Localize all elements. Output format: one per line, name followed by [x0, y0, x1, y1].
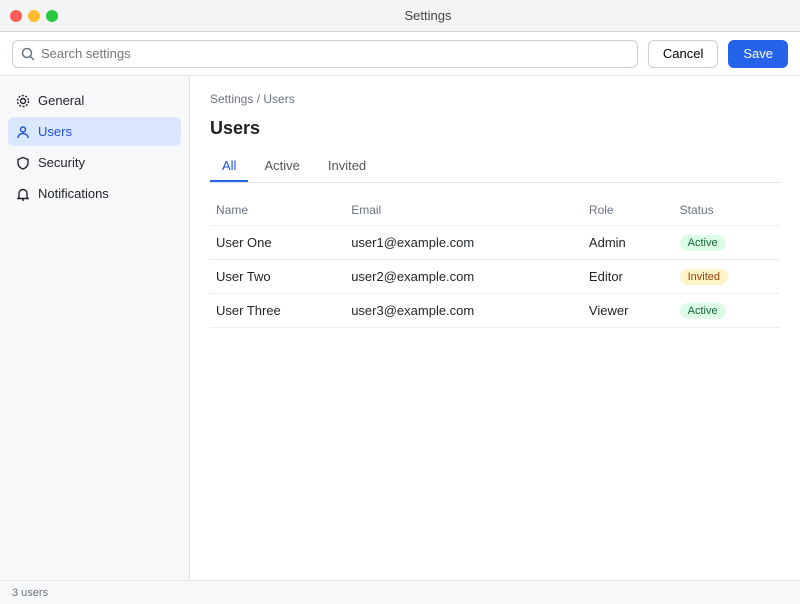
status-badge: Active [680, 303, 726, 319]
status-text: 3 users [12, 586, 49, 599]
tab-all[interactable]: All [210, 151, 248, 182]
cell-status [674, 260, 780, 294]
cell-name: User Two [210, 260, 345, 294]
sidebar-item-label: Notifications [38, 186, 109, 201]
sidebar-item-security[interactable] [8, 148, 181, 177]
cell-status [674, 294, 780, 328]
sidebar-item-label: Security [38, 155, 85, 170]
maximize-window-button[interactable] [46, 10, 58, 22]
close-window-button[interactable] [10, 10, 22, 22]
cell-email: user3@example.com [345, 294, 583, 328]
window-controls [10, 10, 58, 22]
shield-icon [16, 156, 30, 170]
title-bar [0, 0, 800, 32]
status-bar [0, 580, 800, 604]
toolbar [0, 32, 800, 76]
table-row[interactable] [210, 260, 780, 294]
search-icon [21, 47, 35, 61]
sidebar-item-general[interactable] [8, 86, 181, 115]
cell-email: user2@example.com [345, 260, 583, 294]
sidebar-item-label: Users [38, 124, 72, 139]
breadcrumb[interactable]: Settings / Users [210, 92, 295, 106]
column-header[interactable]: Role [583, 195, 674, 226]
users-table [210, 195, 780, 328]
tab-invited[interactable]: Invited [327, 158, 367, 173]
sidebar-item-notifications[interactable] [8, 179, 181, 208]
gear-icon [16, 94, 30, 108]
cell-role: Admin [583, 226, 674, 260]
tab-active[interactable]: Active [264, 158, 300, 173]
cancel-button[interactable]: Cancel [648, 40, 718, 68]
user-icon [16, 125, 30, 139]
sidebar [0, 76, 190, 580]
search-box [12, 40, 638, 68]
cell-email: user1@example.com [345, 226, 583, 260]
table-row[interactable] [210, 294, 780, 328]
table-header-row [210, 195, 780, 226]
cell-name: User Three [210, 294, 345, 328]
content-area [0, 76, 800, 580]
minimize-window-button[interactable] [28, 10, 40, 22]
window-title: Settings [404, 8, 452, 23]
cell-status [674, 226, 780, 260]
search-input[interactable] [41, 46, 629, 61]
main-panel [190, 76, 800, 580]
tab-bar [210, 151, 780, 183]
column-header[interactable]: Email [345, 195, 583, 226]
page-title: Users [210, 118, 261, 138]
table-body [210, 226, 780, 328]
sidebar-item-users[interactable] [8, 117, 181, 146]
bell-icon [16, 187, 30, 201]
cell-role: Editor [583, 260, 674, 294]
status-badge: Active [680, 235, 726, 251]
table-row[interactable] [210, 226, 780, 260]
cell-role: Viewer [583, 294, 674, 328]
column-header[interactable]: Status [674, 195, 780, 226]
cell-name: User One [210, 226, 345, 260]
sidebar-item-label: General [38, 93, 85, 108]
save-button[interactable]: Save [728, 40, 788, 68]
column-header[interactable]: Name [210, 195, 345, 226]
status-badge: Invited [680, 269, 728, 285]
